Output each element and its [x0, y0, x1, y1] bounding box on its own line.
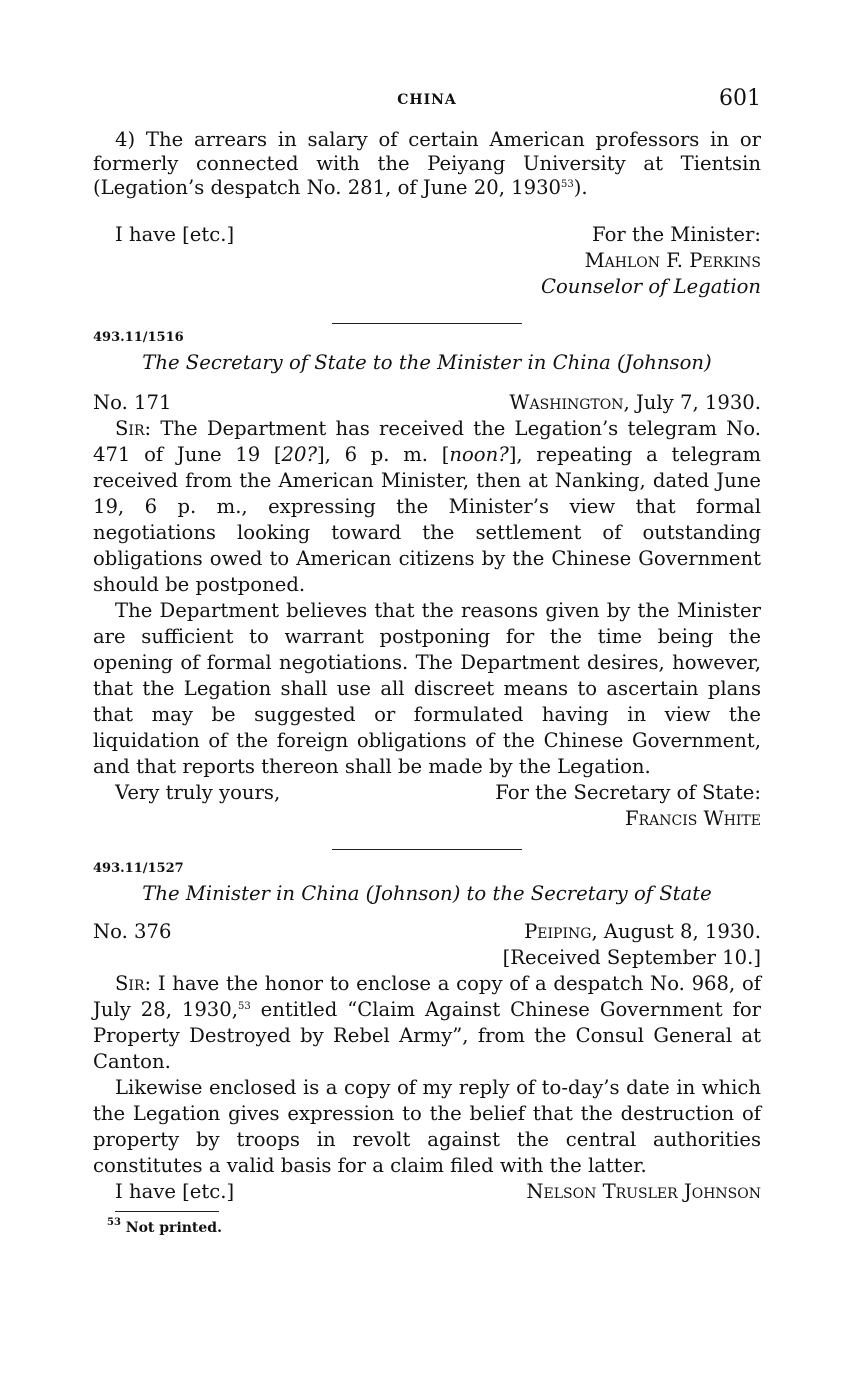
document-page [93, 86, 761, 1236]
body-paragraph: The Department believes that the reasons given by the Minister are sufficient to warrant postponing for the time being the opening of formal negotiations. The Department desires, however, that the Legation shall use all discreet means to ascertain plans that may be suggested or formulated having in view the liquidation of the foreign obligations of the Chinese Government, and that reports thereon shall be made by the Legation. [93, 599, 761, 778]
running-header [93, 86, 761, 122]
received-note: [Received September 10.] [502, 946, 761, 969]
opening-paragraph: 4) The arrears in salary of certain American professors in or formerly connected with the Peiyang University at Tientsin (Legation’s despatch No. 281, of June 20, 1930$^{53}$). [93, 128, 761, 199]
document-heading: The Minister in China (Johnson) to the Secretary of State [142, 882, 712, 905]
closing: I have [etc.] [115, 1180, 235, 1203]
closing-row [93, 1179, 761, 1205]
dateline-row [93, 919, 761, 945]
footnote: $^{53}$ Not printed. [107, 1217, 222, 1236]
page-number: 601 [719, 86, 761, 111]
opening-signer: Mahlon F. Perkins [584, 249, 761, 272]
dateline-row [93, 390, 761, 416]
document-heading: The Secretary of State to the Minister in China (Johnson) [142, 351, 712, 374]
section-divider [332, 323, 522, 324]
signer: Nelson Trusler Johnson [526, 1180, 761, 1203]
file-number: 493.11/1527 [93, 861, 184, 876]
body-paragraph: Sir: The Department has received the Legation’s telegram No. 471 of June 19 [20?], 6 p. m. [noon?], repeating a telegram received from the American Minister, then at Nanking, dated June 19, 6 p. m., expressing the Minister’s view that formal negotiations looking toward the settlement of outstanding obligations owed to American citizens by the Chinese Government should be postponed. [93, 417, 761, 596]
section-divider [332, 849, 522, 850]
for-line: For the Secretary of State: [495, 781, 761, 804]
opening-for: For the Minister: [592, 223, 761, 246]
body-paragraph: Likewise enclosed is a copy of my reply of to-day’s date in which the Legation gives expression to the belief that the destruction of property by troops in revolt against the central authorities constitutes a valid basis for a claim filed with the latter. [93, 1076, 761, 1177]
document-number: No. 376 [93, 920, 172, 943]
opening-closing-row [93, 222, 761, 248]
file-number: 493.11/1516 [93, 330, 184, 345]
signer: Francis White [625, 807, 761, 830]
footnote-divider [115, 1211, 219, 1212]
footnote-ref: 53 [561, 179, 574, 190]
running-title: CHINA [397, 92, 457, 108]
opening-closing: I have [etc.] [115, 223, 235, 246]
footnote-ref: 53 [237, 1001, 251, 1012]
dateline: Peiping, August 8, 1930. [524, 920, 761, 943]
opening-signer-title: Counselor of Legation [541, 275, 761, 298]
closing-row [93, 780, 761, 806]
dateline: Washington, July 7, 1930. [509, 391, 761, 414]
closing: Very truly yours, [115, 781, 281, 804]
body-paragraph: Sir: I have the honor to enclose a copy of a despatch No. 968, of July 28, 1930,53 entitled “Claim Against Chinese Government for Property Destroyed by Rebel Army”, from the Consul General at Canton. [93, 972, 761, 1073]
document-number: No. 171 [93, 391, 172, 414]
